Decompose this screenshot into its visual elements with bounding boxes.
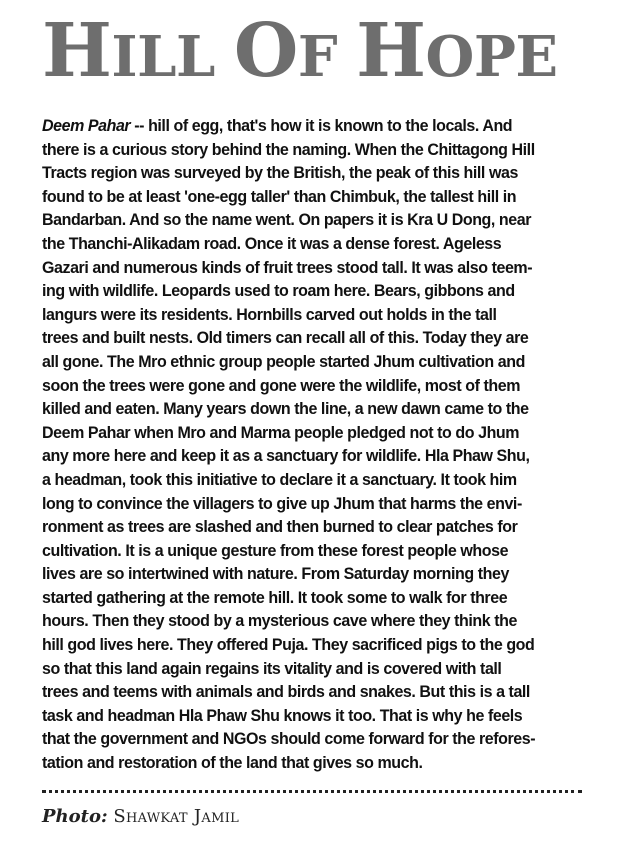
article-line: lives are so intertwined with nature. From Saturday morning they xyxy=(42,564,509,584)
headline-initial-1: H xyxy=(42,8,112,94)
article-line: started gathering at the remote hill. It took some to walk for three xyxy=(42,587,508,607)
article-line: cultivation. It is a unique gesture from these forest people whose xyxy=(42,540,509,560)
article-line: task and headman Hla Phaw Shu knows it too. That is why he feels xyxy=(42,705,523,725)
article-line xyxy=(42,114,579,138)
headline-word-3-rest: OPE xyxy=(425,24,558,90)
headline-word-2-rest: F xyxy=(297,24,357,90)
article-line: so that this land again regains its vitality and is covered with tall xyxy=(42,658,502,678)
article-body xyxy=(42,114,579,775)
article-line: soon the trees were gone and gone were the wildlife, most of them xyxy=(42,375,521,395)
article-line: a headman, took this initiative to declare it a sanctuary. It took him xyxy=(42,469,517,489)
photo-credit-label: Photo: xyxy=(42,806,108,827)
article-line: langurs were its residents. Hornbills carved out holds in the tall xyxy=(42,304,497,324)
article-line: trees and built nests. Old timers can recall all of this. Today they are xyxy=(42,328,529,348)
article-line: all gone. The Mro ethnic group people started Jhum cultivation and xyxy=(42,351,525,371)
article-line: Bandarban. And so the name went. On papers it is Kra U Dong, near xyxy=(42,210,532,230)
article-line: that the government and NGOs should come forward for the refores- xyxy=(42,729,536,749)
article-line: hill god lives here. They offered Puja. They sacrificed pigs to the god xyxy=(42,635,535,655)
article-line: long to convince the villagers to give up Jhum that harms the envi- xyxy=(42,493,522,513)
article-line: killed and eaten. Many years down the line, a new dawn came to the xyxy=(42,399,529,419)
headline-word-1-rest: ILL xyxy=(111,24,234,90)
article-line: found to be at least 'one-egg taller' than Chimbuk, the tallest hill in xyxy=(42,186,517,206)
article-line: the Thanchi-Alikadam road. Once it was a dense forest. Ageless xyxy=(42,233,502,253)
article-line: Tracts region was surveyed by the British, the peak of this hill was xyxy=(42,163,518,183)
article-lead: Deem Pahar xyxy=(42,116,131,135)
headline-initial-2: O xyxy=(233,8,298,94)
article-line: hours. Then they stood by a mysterious cave where they think the xyxy=(42,611,517,631)
article-line-text: -- hill of egg, that's how it is known to the locals. And xyxy=(130,116,513,135)
headline xyxy=(42,6,558,102)
article-line: Deem Pahar when Mro and Marma people pledged not to do Jhum xyxy=(42,422,520,442)
photo-credit-name: Shawkat Jamil xyxy=(113,806,240,827)
article-line: ronment as trees are slashed and then burned to clear patches for xyxy=(42,517,518,537)
article-line: Gazari and numerous kinds of fruit trees stood tall. It was also teem- xyxy=(42,257,533,277)
article-line: there is a curious story behind the naming. When the Chittagong Hill xyxy=(42,139,535,159)
photo-credit xyxy=(42,806,239,827)
article-line: tation and restoration of the land that gives so much. xyxy=(42,753,423,773)
article-line: ing with wildlife. Leopards used to roam here. Bears, gibbons and xyxy=(42,281,515,301)
article-line: any more here and keep it as a sanctuary for wildlife. Hla Phaw Shu, xyxy=(42,446,530,466)
headline-initial-3: H xyxy=(356,8,426,94)
article-line: trees and teems with animals and birds and snakes. But this is a tall xyxy=(42,682,530,702)
dotted-divider xyxy=(42,790,582,793)
